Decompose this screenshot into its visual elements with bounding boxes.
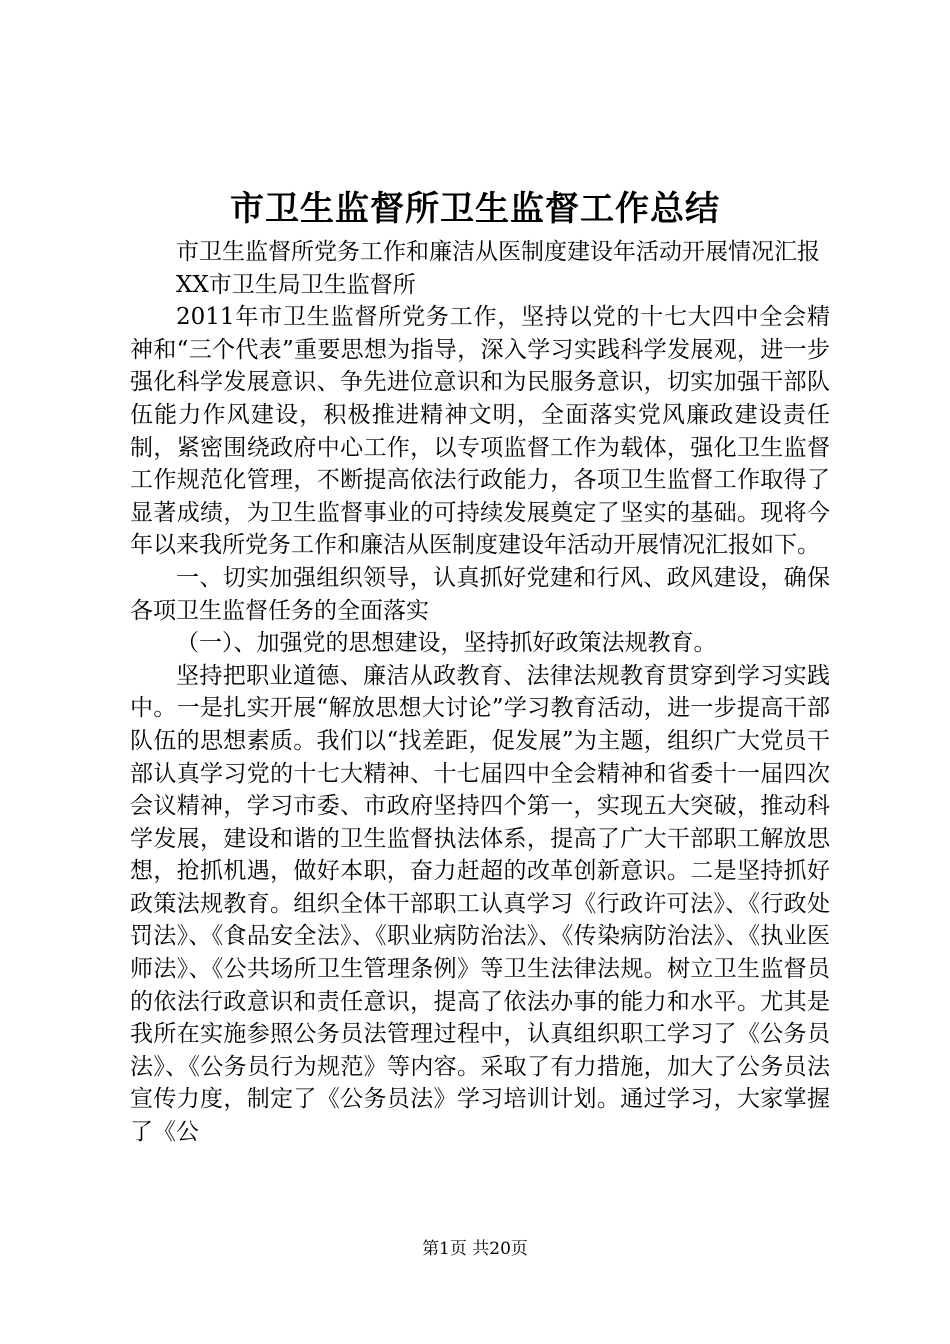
section-heading-1: 一、切实加强组织领导，认真抓好党建和行风、政风建设，确保各项卫生监督任务的全面落实	[130, 564, 830, 624]
paragraph-body: 坚持把职业道德、廉洁从政教育、法律法规教育贯穿到学习实践中。一是扎实开展“解放思想大讨论”学习教育活动，进一步提高干部队伍的思想素质。我们以“找差距，促发展”为主题，组织广大党员干部认真学习党的十七大精神、十七届四中全会精神和省委十一届四次会议精神，学习市委、市政府坚持四个第一，实现五大突破，推动科学发展，建设和谐的卫生监督执法体系，提高了广大干部职工解放思想，抢抓机遇，做好本职，奋力赶超的改革创新意识。二是坚持抓好政策法规教育。组织全体干部职工认真学习《行政许可法》、《行政处罚法》、《食品安全法》、《职业病防治法》、《传染病防治法》、《执业医师法》、《公共场所卫生管理条例》等卫生法律法规。树立卫生监督员的依法行政意识和责任意识，提高了依法办事的能力和水平。尤其是我所在实施参照公务员法管理过程中，认真组织职工学习了《公务员法》、《公务员行为规范》等内容。采取了有力措施，加大了公务员法宣传力度，制定了《公务员法》学习培训计划。通过学习，大家掌握了《公	[130, 662, 830, 1146]
page-footer: 第1页 共20页	[422, 1239, 528, 1259]
document-body	[130, 236, 830, 1149]
subsection-heading-1: （一）、加强党的思想建设，坚持抓好政策法规教育。	[176, 630, 717, 657]
paragraph-organization: XX市卫生局卫生监督所	[176, 271, 416, 298]
paragraph-intro: 2011年市卫生监督所党务工作，坚持以党的十七大四中全会精神和“三个代表”重要思想为指导，深入学习实践科学发展观，进一步强化科学发展意识、争先进位意识和为民服务意识，切实加强干部队伍能力作风建设，积极推进精神文明，全面落实党风廉政建设责任制，紧密围绕政府中心工作，以专项监督工作为载体，强化卫生监督工作规范化管理，不断提高依法行政能力，各项卫生监督工作取得了显著成绩，为卫生监督事业的可持续发展奠定了坚实的基础。现将今年以来我所党务工作和廉洁从医制度建设年活动开展情况汇报如下。	[130, 304, 830, 559]
document-title: 市卫生监督所卫生监督工作总结	[230, 189, 720, 229]
paragraph-report-heading: 市卫生监督所党务工作和廉洁从医制度建设年活动开展情况汇报	[176, 239, 820, 265]
